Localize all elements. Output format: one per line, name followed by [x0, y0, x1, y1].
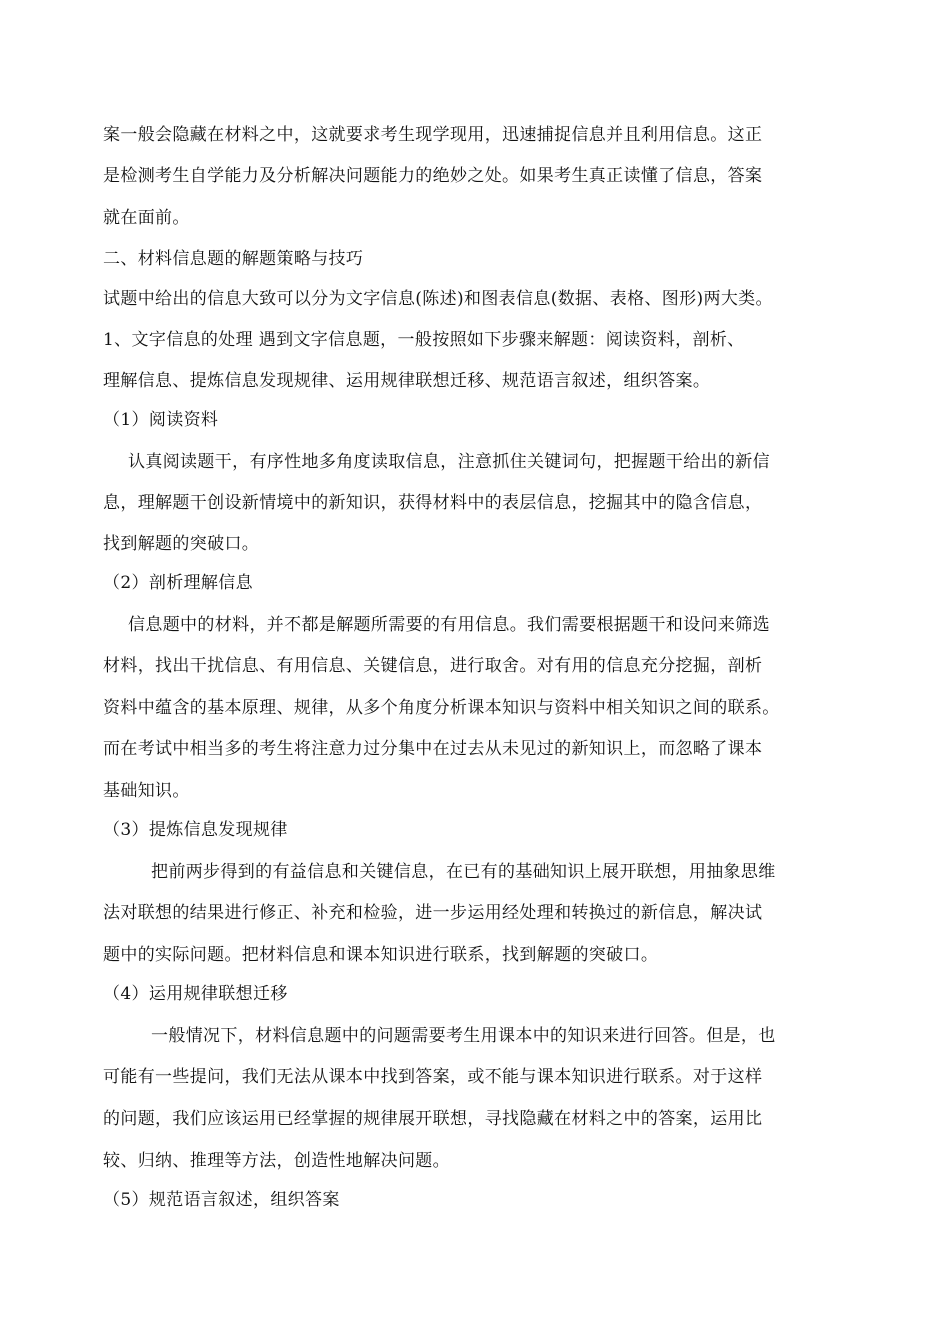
step2-line-2: 材料，找出干扰信息、有用信息、关键信息，进行取舍。对有用的信息充分挖掘，剖析 [103, 656, 763, 676]
step3-line-2: 法对联想的结果进行修正、补充和检验，进一步运用经处理和转换过的新信息，解决试 [103, 903, 763, 923]
section-heading: 二、材料信息题的解题策略与技巧 [103, 249, 364, 269]
step4-line-4: 较、归纳、推理等方法，创造性地解决问题。 [103, 1151, 450, 1171]
step3-line-1: 把前两步得到的有益信息和关键信息，在已有的基础知识上展开联想，用抽象思维 [151, 862, 776, 882]
intro-line-1: 案一般会隐藏在材料之中，这就要求考生现学现用，迅速捕捉信息并且利用信息。这正 [103, 125, 763, 145]
step2-line-3: 资料中蕴含的基本原理、规律，从多个角度分析课本知识与资料中相关知识之间的联系。 [103, 698, 780, 718]
step2-line-4: 而在考试中相当多的考生将注意力过分集中在过去从未见过的新知识上，而忽略了课本 [103, 739, 763, 759]
overview-line: 试题中给出的信息大致可以分为文字信息(陈述)和图表信息(数据、表格、图形)两大类。 [103, 289, 773, 309]
intro-line-3: 就在面前。 [103, 208, 190, 228]
step5-title: （5）规范语言叙述，组织答案 [103, 1190, 340, 1210]
step3-line-3: 题中的实际问题。把材料信息和课本知识进行联系，找到解题的突破口。 [103, 945, 659, 965]
intro-line-2: 是检测考生自学能力及分析解决问题能力的绝妙之处。如果考生真正读懂了信息，答案 [103, 166, 763, 186]
step1-line-1: 认真阅读题干，有序性地多角度读取信息，注意抓住关键词句，把握题干给出的新信 [128, 452, 770, 472]
step4-line-1: 一般情况下，材料信息题中的问题需要考生用课本中的知识来进行回答。但是，也 [151, 1026, 776, 1046]
step4-title: （4）运用规律联想迁移 [103, 984, 288, 1004]
step4-line-3: 的问题，我们应该运用已经掌握的规律展开联想，寻找隐藏在材料之中的答案，运用比 [103, 1109, 763, 1129]
step3-title: （3）提炼信息发现规律 [103, 820, 288, 840]
text-info-line-1: 1、文字信息的处理 遇到文字信息题，一般按照如下步骤来解题：阅读资料，剖析、 [103, 330, 745, 350]
step2-line-1: 信息题中的材料，并不都是解题所需要的有用信息。我们需要根据题干和设问来筛选 [128, 615, 770, 635]
step2-title: （2）剖析理解信息 [103, 573, 253, 593]
text-info-line-2: 理解信息、提炼信息发现规律、运用规律联想迁移、规范语言叙述，组织答案。 [103, 371, 711, 391]
step1-line-3: 找到解题的突破口。 [103, 534, 260, 554]
step1-title: （1）阅读资料 [103, 410, 219, 430]
step4-line-2: 可能有一些提问，我们无法从课本中找到答案，或不能与课本知识进行联系。对于这样 [103, 1067, 763, 1087]
step1-line-2: 息，理解题干创设新情境中的新知识，获得材料中的表层信息，挖掘其中的隐含信息， [103, 493, 763, 513]
step2-line-5: 基础知识。 [103, 781, 190, 801]
